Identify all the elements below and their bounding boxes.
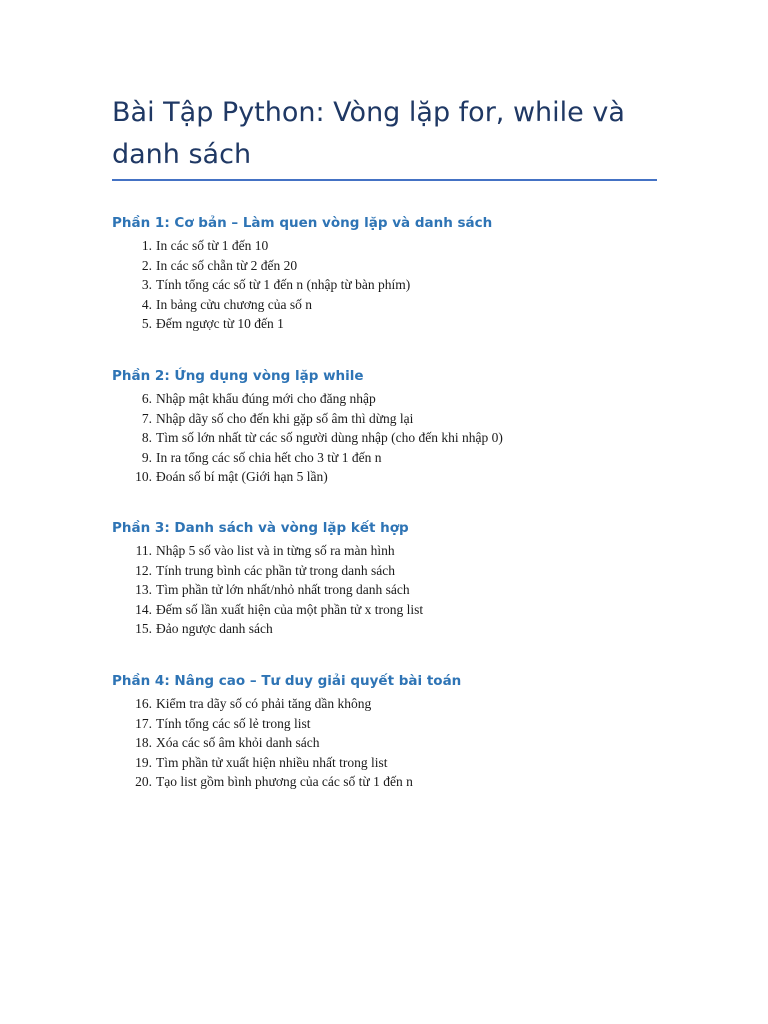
item-text: Tính trung bình các phần tử trong danh sách bbox=[156, 562, 396, 578]
item-text: In bảng cửu chương của số n bbox=[156, 296, 312, 312]
list-item bbox=[112, 753, 672, 773]
item-number: 18. bbox=[135, 735, 152, 750]
item-text: Đếm số lần xuất hiện của một phần tử x trong list bbox=[156, 601, 424, 617]
section-1 bbox=[112, 213, 672, 334]
section-heading: Phần 2: Ứng dụng vòng lặp while bbox=[112, 368, 364, 384]
section-2 bbox=[112, 366, 672, 487]
list-item bbox=[112, 733, 672, 753]
item-number: 11. bbox=[135, 543, 152, 558]
item-text: Đảo ngược danh sách bbox=[156, 621, 273, 636]
list-item bbox=[112, 314, 672, 334]
document-title: Bài Tập Python: Vòng lặp for, while và danh sách bbox=[112, 97, 625, 170]
item-number: 1. bbox=[141, 238, 152, 253]
item-text: In ra tổng các số chia hết cho 3 từ 1 đến n bbox=[156, 449, 382, 465]
item-number: 4. bbox=[141, 296, 152, 312]
item-text: Nhập mật khẩu đúng mới cho đăng nhập bbox=[156, 391, 376, 406]
item-text: Tính tổng các số từ 1 đến n (nhập từ bàn phím) bbox=[156, 277, 411, 292]
list-item bbox=[112, 409, 672, 429]
item-text: Nhập 5 số vào list và in từng số ra màn hình bbox=[156, 543, 395, 558]
title-underline bbox=[112, 179, 657, 181]
item-text: Tìm số lớn nhất từ các số người dùng nhập (cho đến khi nhập 0) bbox=[156, 430, 503, 445]
exercise-list bbox=[112, 694, 672, 792]
item-number: 12. bbox=[135, 562, 152, 578]
exercise-list bbox=[112, 541, 672, 639]
list-item bbox=[112, 580, 672, 600]
item-number: 2. bbox=[141, 257, 152, 273]
item-number: 20. bbox=[135, 774, 152, 789]
list-item bbox=[112, 467, 672, 487]
item-text: Xóa các số âm khỏi danh sách bbox=[156, 735, 320, 750]
item-text: Tính tổng các số lẻ trong list bbox=[156, 715, 311, 731]
section-heading: Phần 3: Danh sách và vòng lặp kết hợp bbox=[112, 520, 409, 536]
list-item bbox=[112, 428, 672, 448]
item-number: 8. bbox=[141, 430, 152, 445]
item-number: 10. bbox=[135, 469, 152, 484]
item-text: Nhập dãy số cho đến khi gặp số âm thì dừng lại bbox=[156, 410, 414, 426]
item-text: Tìm phần tử xuất hiện nhiều nhất trong list bbox=[156, 754, 388, 770]
list-item bbox=[112, 256, 672, 276]
list-item bbox=[112, 619, 672, 639]
item-number: 6. bbox=[141, 391, 152, 406]
list-item bbox=[112, 694, 672, 714]
item-number: 3. bbox=[141, 277, 152, 292]
exercise-list bbox=[112, 236, 672, 334]
list-item bbox=[112, 714, 672, 734]
list-item bbox=[112, 541, 672, 561]
list-item bbox=[112, 561, 672, 581]
section-4 bbox=[112, 671, 672, 792]
list-item bbox=[112, 389, 672, 409]
item-number: 14. bbox=[135, 601, 152, 617]
section-heading: Phần 1: Cơ bản – Làm quen vòng lặp và danh sách bbox=[112, 215, 493, 231]
exercise-list bbox=[112, 389, 672, 487]
item-number: 13. bbox=[135, 582, 152, 597]
item-number: 7. bbox=[141, 410, 152, 426]
list-item bbox=[112, 772, 672, 792]
list-item bbox=[112, 236, 672, 256]
item-text: In các số chẵn từ 2 đến 20 bbox=[156, 257, 298, 273]
item-text: Kiểm tra dãy số có phải tăng dần không bbox=[156, 696, 372, 711]
section-heading: Phần 4: Nâng cao – Tư duy giải quyết bài toán bbox=[112, 673, 462, 689]
list-item bbox=[112, 600, 672, 620]
list-item bbox=[112, 448, 672, 468]
list-item bbox=[112, 295, 672, 315]
item-number: 16. bbox=[135, 696, 152, 711]
item-number: 15. bbox=[135, 621, 152, 636]
item-text: Đoán số bí mật (Giới hạn 5 lần) bbox=[156, 469, 328, 484]
item-text: Tìm phần tử lớn nhất/nhỏ nhất trong danh sách bbox=[156, 582, 410, 597]
item-number: 19. bbox=[135, 754, 152, 770]
item-text: Đếm ngược từ 10 đến 1 bbox=[156, 316, 284, 331]
item-number: 5. bbox=[141, 316, 152, 331]
item-text: In các số từ 1 đến 10 bbox=[156, 238, 269, 253]
item-number: 9. bbox=[141, 449, 152, 465]
section-3 bbox=[112, 518, 672, 639]
item-number: 17. bbox=[135, 715, 152, 731]
item-text: Tạo list gồm bình phương của các số từ 1 đến n bbox=[156, 774, 413, 789]
list-item bbox=[112, 275, 672, 295]
